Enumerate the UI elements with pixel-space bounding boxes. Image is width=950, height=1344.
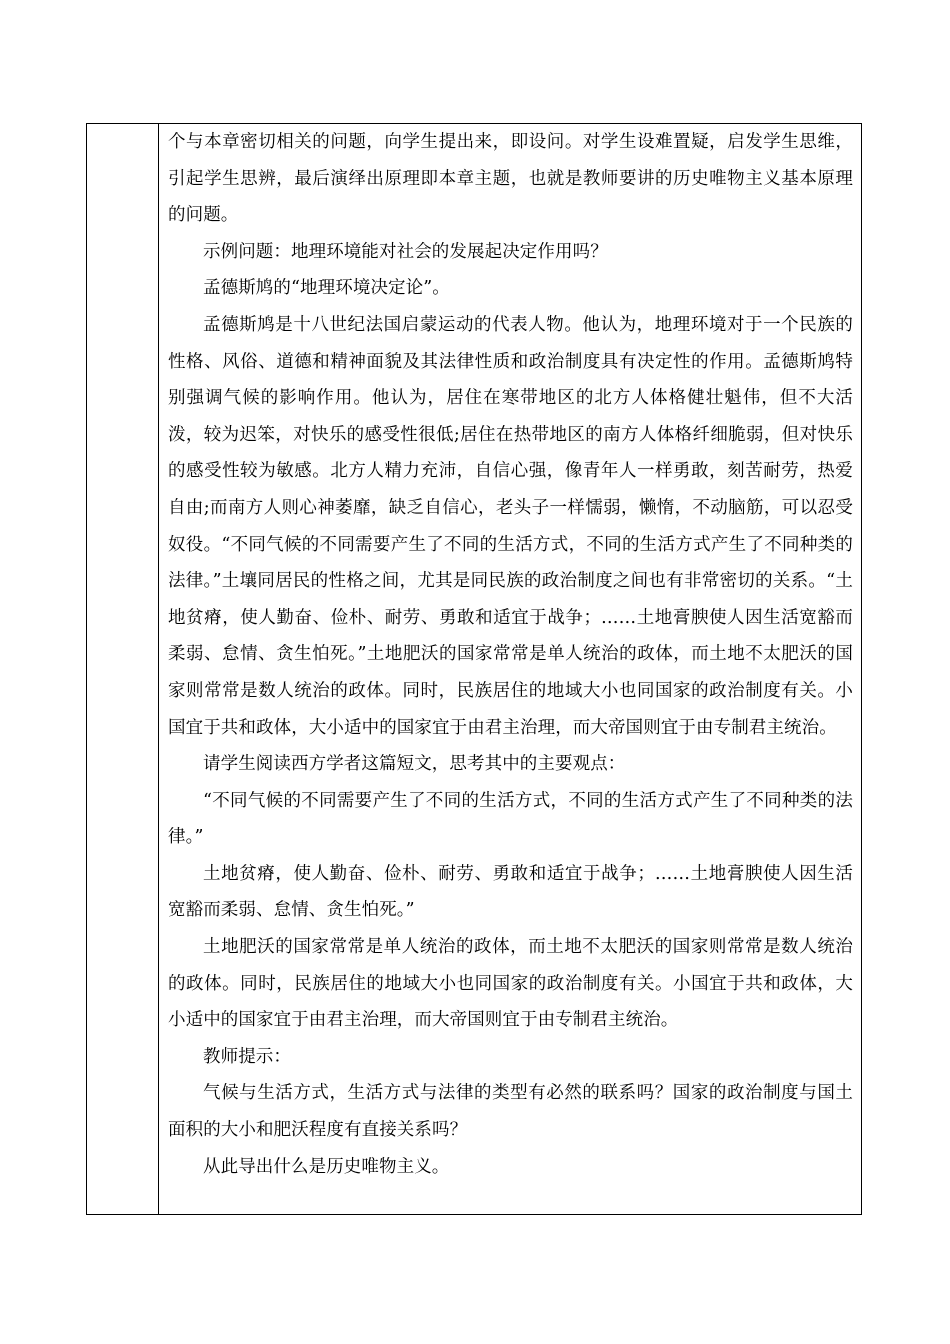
- paragraph-montesquieu: 孟德斯鸠是十八世纪法国启蒙运动的代表人物。他认为，地理环境对于一个民族的性格、风俗、道德和精神面貌及其法律性质和政治制度具有决定性的作用。孟德斯鸠特别强调气候的影响作用。他认为，居住在寒带地区的北方人体格健壮魁伟，但不大活泼，较为迟笨，对快乐的感受性很低;居住在热带地区的南方人体格纤细脆弱，但对快乐的感受性较为敏感。北方人精力充沛，自信心强，像青年人一样勇敢，刻苦耐劳，热爱自由;而南方人则心神萎靡，缺乏自信心，老头子一样懦弱，懒惰，不动脑筋，可以忍受奴役。“不同气候的不同需要产生了不同的生活方式，不同的生活方式产生了不同种类的法律。”土壤同居民的性格之间，尤其是同民族的政治制度之间也有非常密切的关系。“土地贫瘠，使人勤奋、俭朴、耐劳、勇敢和适宜于战争；……土地膏腴使人因生活宽豁而柔弱、怠情、贪生怕死。”土地肥沃的国家常常是单人统治的政体，而土地不太肥沃的国家则常常是数人统治的政体。同时，民族居住的地域大小也同国家的政治制度有关。小国宜于共和政体，大小适中的国家宜于由君主治理，而大帝国则宜于由专制君主统治。: [168, 314, 853, 738]
- paragraph-example-question: 示例问题：地理环境能对社会的发展起决定作用吗？: [203, 241, 608, 262]
- paragraph-conclusion: 从此导出什么是历史唯物主义。: [203, 1156, 450, 1177]
- paragraph-quote-climate: “不同气候的不同需要产生了不同的生活方式，不同的生活方式产生了不同种类的法律。”: [168, 790, 853, 848]
- document-table: [86, 123, 862, 1215]
- table-content-cell: [159, 124, 861, 1214]
- paragraph-reading-task: 请学生阅读西方学者这篇短文，思考其中的主要观点：: [203, 754, 626, 775]
- paragraph-quote-government: 土地肥沃的国家常常是单人统治的政体，而土地不太肥沃的国家则常常是数人统治的政体。同时，民族居住的地域大小也同国家的政治制度有关。小国宜于共和政体，大小适中的国家宜于由君主治理，而大帝国则宜于由专制君主统治。: [168, 937, 853, 1031]
- paragraph-quote-land: 土地贫瘠，使人勤奋、俭朴、耐劳、勇敢和适宜于战争；……土地膏腴使人因生活宽豁而柔弱、怠情、贪生怕死。”: [168, 863, 853, 921]
- paragraph-teacher-hint-label: 教师提示：: [203, 1046, 291, 1067]
- paragraph-teacher-hint: 气候与生活方式，生活方式与法律的类型有必然的联系吗？国家的政治制度与国土面积的大小和肥沃程度有直接关系吗？: [168, 1083, 853, 1141]
- table-left-cell: [87, 124, 159, 1214]
- paragraph-intro: 个与本章密切相关的问题，向学生提出来，即设问。对学生设难置疑，启发学生思维，引起学生思辨，最后演绎出原理即本章主题，也就是教师要讲的历史唯物主义基本原理的问题。: [168, 132, 853, 226]
- paragraph-theory-title: 孟德斯鸠的“地理环境决定论”。: [203, 278, 450, 299]
